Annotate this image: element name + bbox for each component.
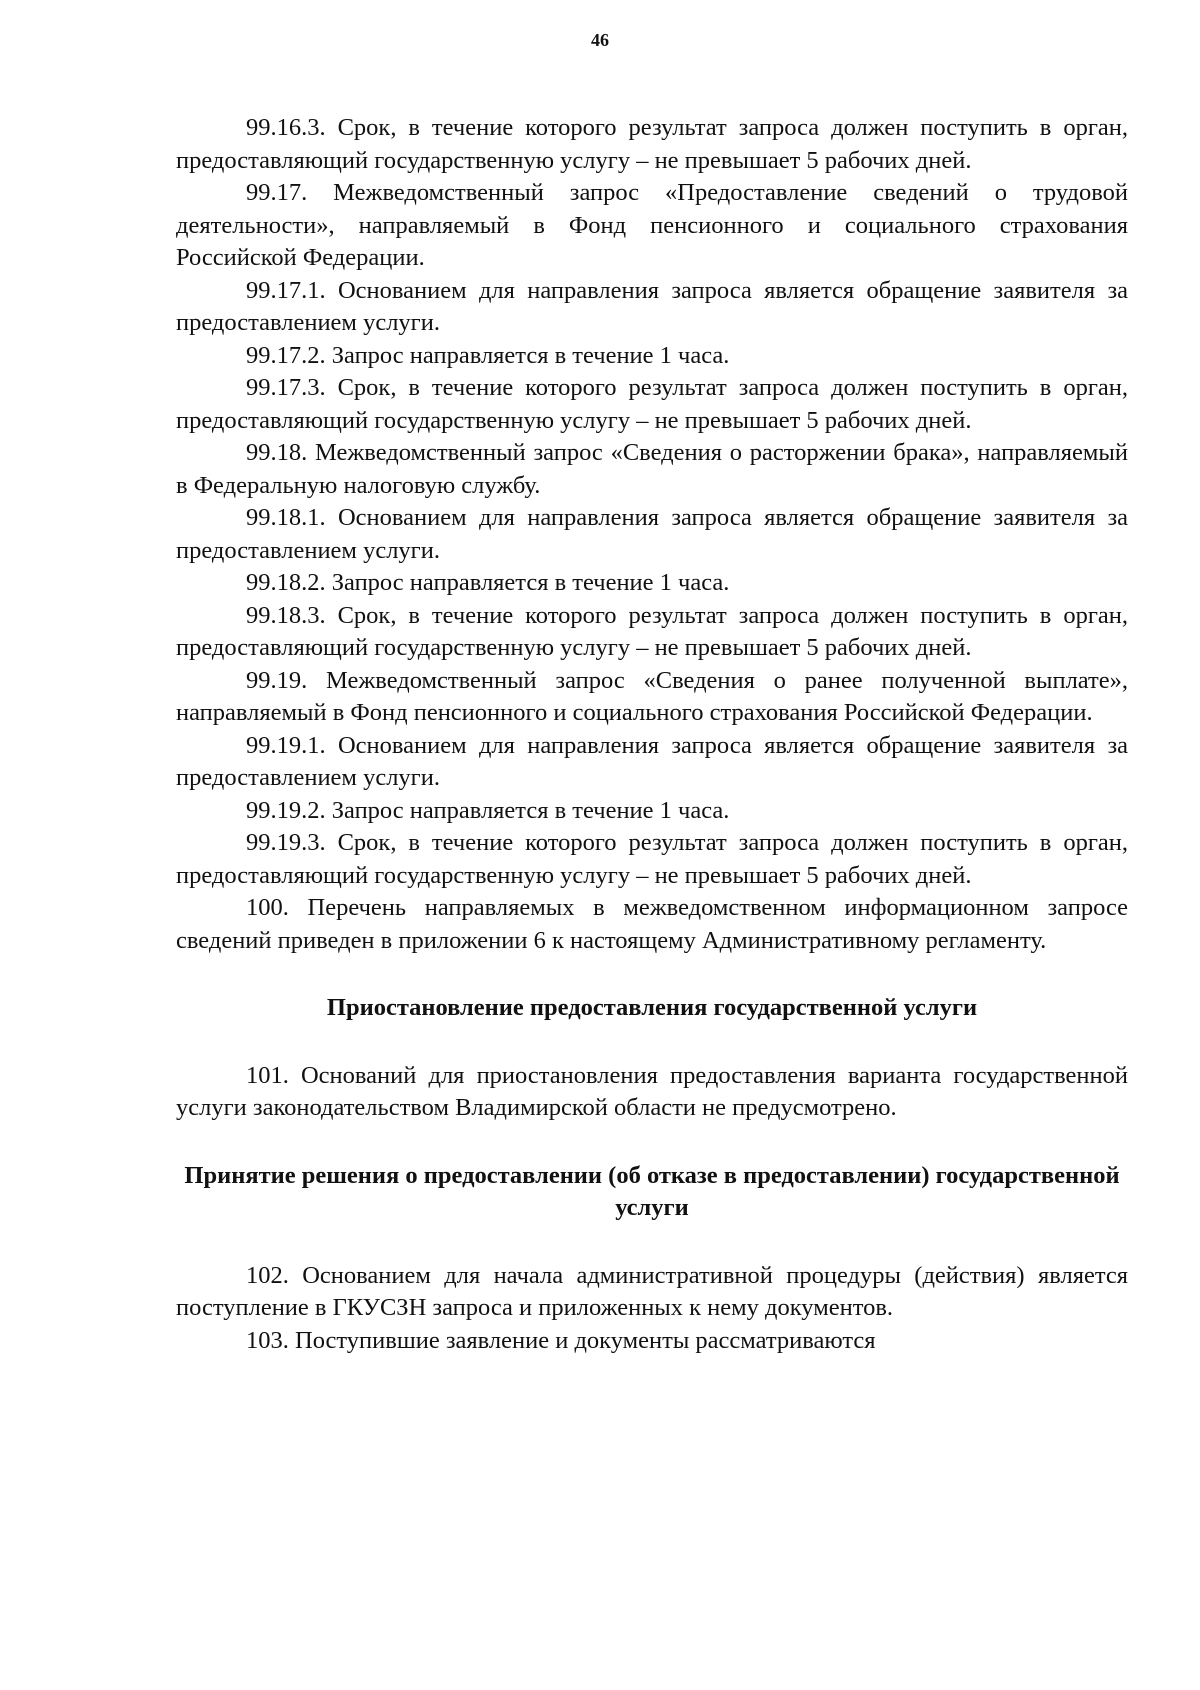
paragraph-103: 103. Поступившие заявление и документы рассматриваются (246, 1326, 876, 1354)
paragraph-99-19-2: 99.19.2. Запрос направляется в течение 1 часа. (246, 796, 730, 824)
section-heading-decision: Принятие решения о предоставлении (об отказе в предоставлении) государственной услуги (184, 1161, 1120, 1221)
page-number: 46 (591, 30, 609, 50)
section-heading-suspension: Приостановление предоставления государственной услуги (326, 994, 978, 1021)
paragraph-99-18-2: 99.18.2. Запрос направляется в течение 1 часа. (246, 569, 730, 596)
paragraph-99-18-1: 99.18.1. Основанием для направления запроса является обращение заявителя за предоставлением услуги. (176, 504, 1128, 564)
paragraph-99-16-3: 99.16.3. Срок, в течение которого результат запроса должен поступить в орган, предоставляющий государственную услугу – не превышает 5 рабочих дней. (176, 114, 1128, 174)
paragraph-99-17-3: 99.17.3. Срок, в течение которого результат запроса должен поступить в орган, предоставляющий государственную услугу – не превышает 5 рабочих дней. (176, 374, 1128, 434)
paragraph-99-17-1: 99.17.1. Основанием для направления запроса является обращение заявителя за предоставлением услуги. (176, 276, 1128, 336)
paragraph-101: 101. Оснований для приостановления предоставления варианта государственной услуги законодательством Владимирской области не предусмотрено. (176, 1061, 1128, 1121)
paragraph-100: 100. Перечень направляемых в межведомственном информационном запросе сведений приведен в приложении 6 к настоящему Административному регламенту. (176, 894, 1128, 954)
paragraph-99-18: 99.18. Межведомственный запрос «Сведения о расторжении брака», направляемый в Федеральную налоговую службу. (176, 439, 1128, 499)
document-body (176, 112, 1128, 1357)
paragraph-99-19-3: 99.19.3. Срок, в течение которого результат запроса должен поступить в орган, предоставляющий государственную услугу – не превышает 5 рабочих дней. (176, 829, 1128, 889)
paragraph-99-17: 99.17. Межведомственный запрос «Предоставление сведений о трудовой деятельности», направляемый в Фонд пенсионного и социального страхования Российской Федерации. (176, 179, 1128, 271)
paragraph-99-19-1: 99.19.1. Основанием для направления запроса является обращение заявителя за предоставлением услуги. (176, 731, 1128, 791)
paragraph-102: 102. Основанием для начала административной процедуры (действия) является поступление в ГКУСЗН запроса и приложенных к нему документов. (176, 1261, 1128, 1321)
paragraph-99-19: 99.19. Межведомственный запрос «Сведения о ранее полученной выплате», направляемый в Фонд пенсионного и социального страхования Российской Федерации. (176, 666, 1128, 726)
paragraph-99-18-3: 99.18.3. Срок, в течение которого результат запроса должен поступить в орган, предоставляющий государственную услугу – не превышает 5 рабочих дней. (176, 601, 1128, 661)
paragraph-99-17-2: 99.17.2. Запрос направляется в течение 1 часа. (246, 341, 730, 369)
